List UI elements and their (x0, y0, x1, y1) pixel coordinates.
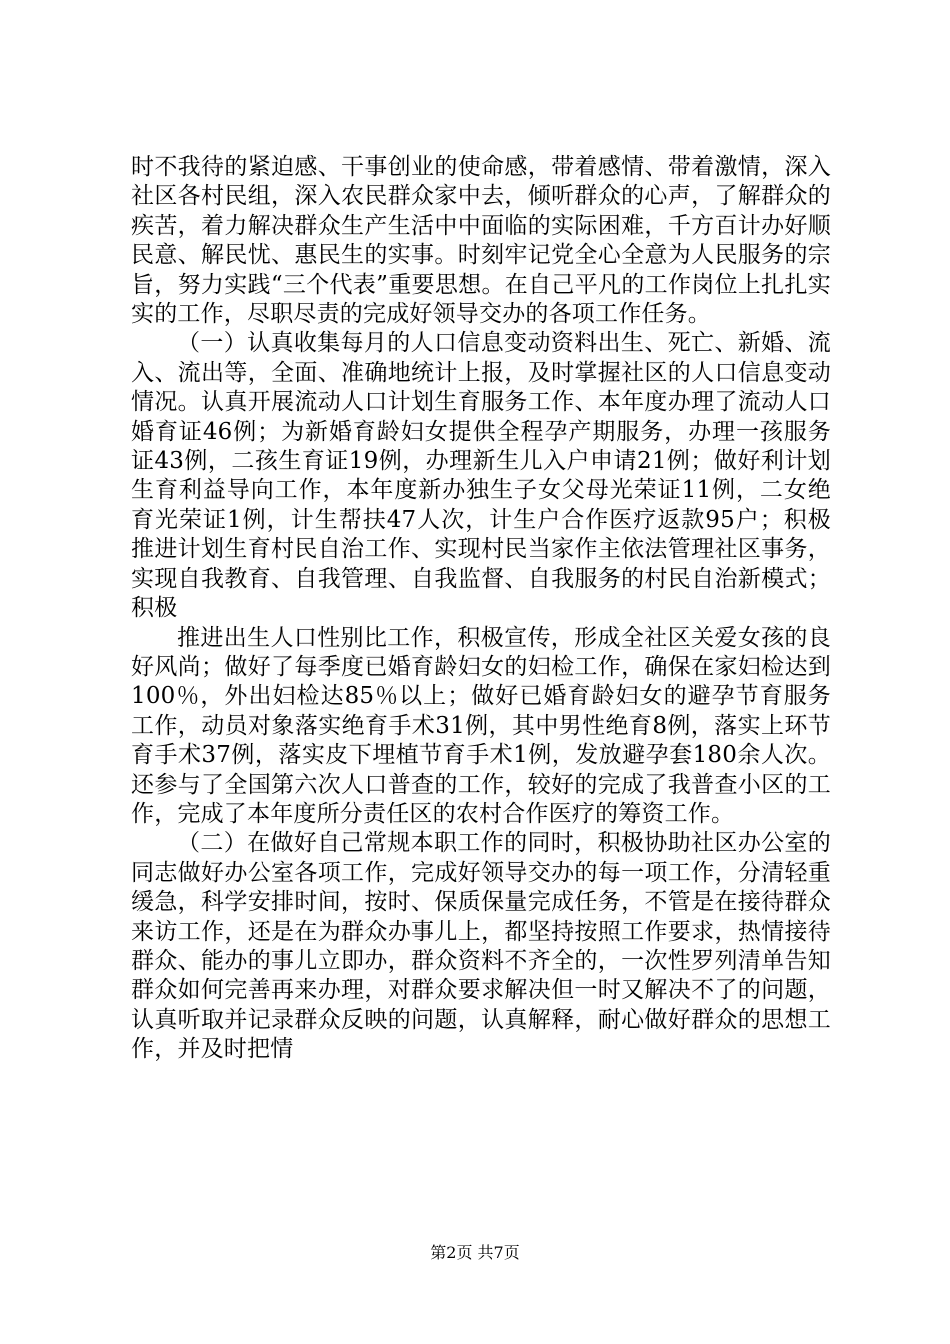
page-number-footer: 第2页 共7页 (430, 1243, 520, 1262)
paragraph-1: 时不我待的紧迫感、干事创业的使命感，带着感情、带着激情，深入社区各村民组，深入农民群众家中去，倾听群众的心声，了解群众的疾苦，着力解决群众生产生活中中面临的实际困难，千方百计办好顺民意、解民忧、惠民生的实事。时刻牢记党全心全意为人民服务的宗旨，努力实践“三个代表”重要思想。在自己平凡的工作岗位上扎扎实实的工作，尽职尽责的完成好领导交办的各项工作任务。 (131, 154, 831, 328)
paragraph-2: （一）认真收集每月的人口信息变动资料出生、死亡、新婚、流入、流出等，全面、准确地统计上报，及时掌握社区的人口信息变动情况。认真开展流动人口计划生育服务工作、本年度办理了流动人口婚育证46例；为新婚育龄妇女提供全程孕产期服务，办理一孩服务证43例，二孩生育证19例，办理新生儿入户申请21例；做好利计划生育利益导向工作，本年度新办独生子女父母光荣证11例，二女绝育光荣证1例，计生帮扶47人次，计生户合作医疗返款95户；积极推进计划生育村民自治工作、实现村民当家作主依法管理社区事务，实现自我教育、自我管理、自我监督、自我服务的村民自治新模式；积极 (131, 330, 831, 622)
paragraph-3: 推进出生人口性别比工作，积极宣传，形成全社区关爱女孩的良好风尚；做好了每季度已婚育龄妇女的妇检工作，确保在家妇检达到100％，外出妇检达85％以上；做好已婚育龄妇女的避孕节育服务工作，动员对象落实绝育手术31例，其中男性绝育8例，落实上环节育手术37例，落实皮下埋植节育手术1例，发放避孕套180余人次。还参与了全国第六次人口普查的工作，较好的完成了我普查小区的工作，完成了本年度所分责任区的农村合作医疗的筹资工作。 (131, 624, 831, 827)
document-body (131, 153, 831, 1065)
paragraph-4: （二）在做好自己常规本职工作的同时，积极协助社区办公室的同志做好办公室各项工作，完成好领导交办的每一项工作，分清轻重缓急，科学安排时间，按时、保质保量完成任务，不管是在接待群众来访工作，还是在为群众办事儿上，都坚持按照工作要求，热情接待群众、能办的事儿立即办，群众资料不齐全的，一次性罗列清单告知群众如何完善再来办理，对群众要求解决但一时又解决不了的问题，认真听取并记录群众反映的问题，认真解释，耐心做好群众的思想工作，并及时把情 (131, 830, 831, 1063)
